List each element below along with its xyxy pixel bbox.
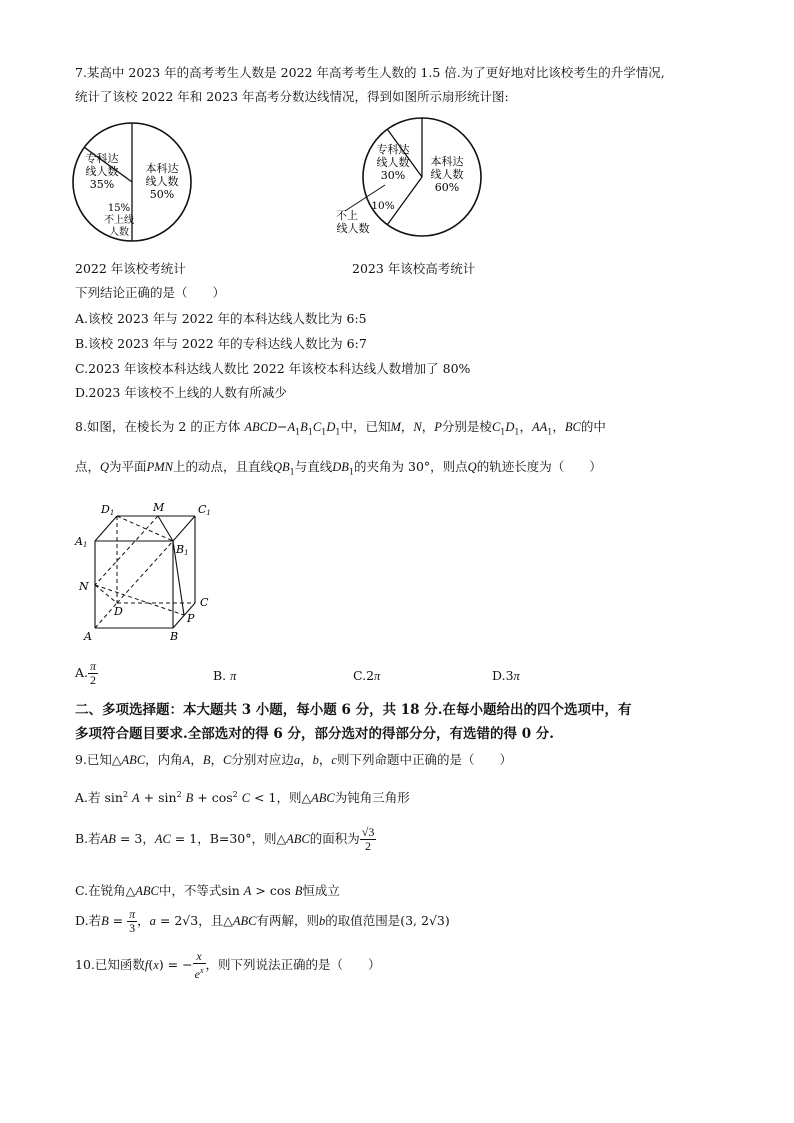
label-D: D	[114, 605, 123, 618]
pie2023-label-bushang-2: 线人数	[336, 222, 370, 235]
pie2022-label-zhuanke-1: 专科达	[85, 152, 119, 165]
q7-line1: 7.某高中 2023 年的高考考生人数是 2022 年高考考生人数的 1.5 倍.为了更好地对比该校考生的升学情况,	[75, 65, 665, 80]
q7-option-b: B.该校 2023 年与 2022 年的专科达线人数比为 6:7	[75, 336, 367, 351]
pie2022-label-bushang-1: 15%	[107, 203, 131, 214]
section2-line2: 多项符合题目要求.全部选对的得 6 分，部分选对的得部分分，有选错的得 0 分.	[75, 726, 554, 742]
q8-line1: 8.如图，在棱长为 2 的正方体 $ABCD-A_1B_1C_1D_1$中，已知M，N，P分别是棱$C_1D_1$，$AA_1$，BC的中	[75, 419, 606, 437]
label-A1: A1	[75, 535, 88, 549]
section2-line1: 二、多项选择题：本大题共 3 小题，每小题 6 分，共 18 分.在每小题给出的四个选项中，有	[75, 702, 632, 718]
caption-2023: 2023 年该校高考统计	[352, 261, 476, 276]
pie2023-label-benke-3: 60%	[434, 181, 460, 194]
q8-option-a: A. $\frac{\pi}{2}$	[75, 659, 97, 687]
q9-option-d: D.若B = $\frac{\pi}{3}$ ，a = 2√3，且△ABC有两解，则b的取值范围是(3, 2√3)	[75, 907, 450, 935]
pie2023-label-bushang-pct: 10%	[371, 200, 395, 212]
q7-stem: 下列结论正确的是（ ）	[75, 285, 226, 300]
q8-option-d: D.3π	[492, 668, 520, 683]
label-M: M	[153, 501, 165, 514]
q8-option-c: C.2π	[353, 668, 381, 683]
pie2023-label-zhuanke-2: 线人数	[376, 156, 410, 169]
pie2022-label-benke-3: 50%	[149, 188, 175, 201]
q7-option-d: D.2023 年该校不上线的人数有所减少	[75, 385, 287, 400]
q9-stem: 9.已知△ABC，内角A，B，C分别对应边a，b，c则下列命题中正确的是（ ）	[75, 752, 512, 767]
pie2023-label-benke-2: 线人数	[430, 168, 464, 181]
q9-option-a: A.若 $\sin^2 A + \sin^2 B + \cos^2 C < 1$，则△ABC为钝角三角形	[75, 790, 410, 806]
cube-figure	[70, 495, 230, 645]
label-A: A	[84, 630, 92, 643]
label-C1: C1	[198, 503, 211, 517]
q9-option-c: C.在锐角△ABC中，不等式sin A > cos B恒成立	[75, 883, 340, 898]
q7-option-a: A.该校 2023 年与 2022 年的本科达线人数比为 6:5	[75, 311, 367, 326]
label-B1: B1	[176, 543, 189, 557]
q10-stem: 10.已知函数f(x) = − $\frac{x}{e^x}$ ，则下列说法正确的是（ ）	[75, 949, 381, 981]
pie-chart-2022	[70, 120, 210, 250]
q7-line2: 统计了该校 2022 年和 2023 年高考分数达线情况，得到如图所示扇形统计图:	[75, 89, 509, 104]
q8-line2: 点，Q为平面PMN上的动点，且直线$QB_1$与直线$DB_1$的夹角为 30°，则点Q的轨迹长度为（ ）	[75, 459, 602, 477]
label-B: B	[170, 630, 179, 643]
label-D1: D1	[101, 503, 115, 517]
caption-2022: 2022 年该校考统计	[75, 261, 186, 276]
pie2022-label-bushang-2: 不上线	[104, 215, 134, 226]
q9-option-b: B.若AB = 3，AC = 1，B=30°，则△ABC的面积为 $\frac{√3}{2}$	[75, 825, 375, 853]
q7-option-c: C.2023 年该校本科达线人数比 2022 年该校本科达线人数增加了 80%	[75, 361, 471, 376]
pie2022-label-zhuanke-3: 35%	[89, 178, 115, 191]
pie2022-label-zhuanke-2: 线人数	[85, 165, 119, 178]
label-N: N	[79, 580, 89, 593]
pie2023-label-zhuanke-3: 30%	[380, 169, 406, 182]
label-C: C	[200, 596, 209, 609]
pie2023-label-benke-1: 本科达	[430, 155, 464, 168]
pie-chart-2023	[325, 115, 495, 245]
pie2023-label-bushang-1: 不上	[336, 209, 358, 222]
pie2022-label-benke-2: 线人数	[145, 175, 179, 188]
pie2022-label-benke-1: 本科达	[145, 162, 179, 175]
pie2023-label-zhuanke-1: 专科达	[376, 143, 410, 156]
q8-option-b: B. π	[213, 668, 237, 683]
pie2022-label-bushang-3: 人数	[109, 227, 129, 238]
label-P: P	[187, 612, 195, 625]
